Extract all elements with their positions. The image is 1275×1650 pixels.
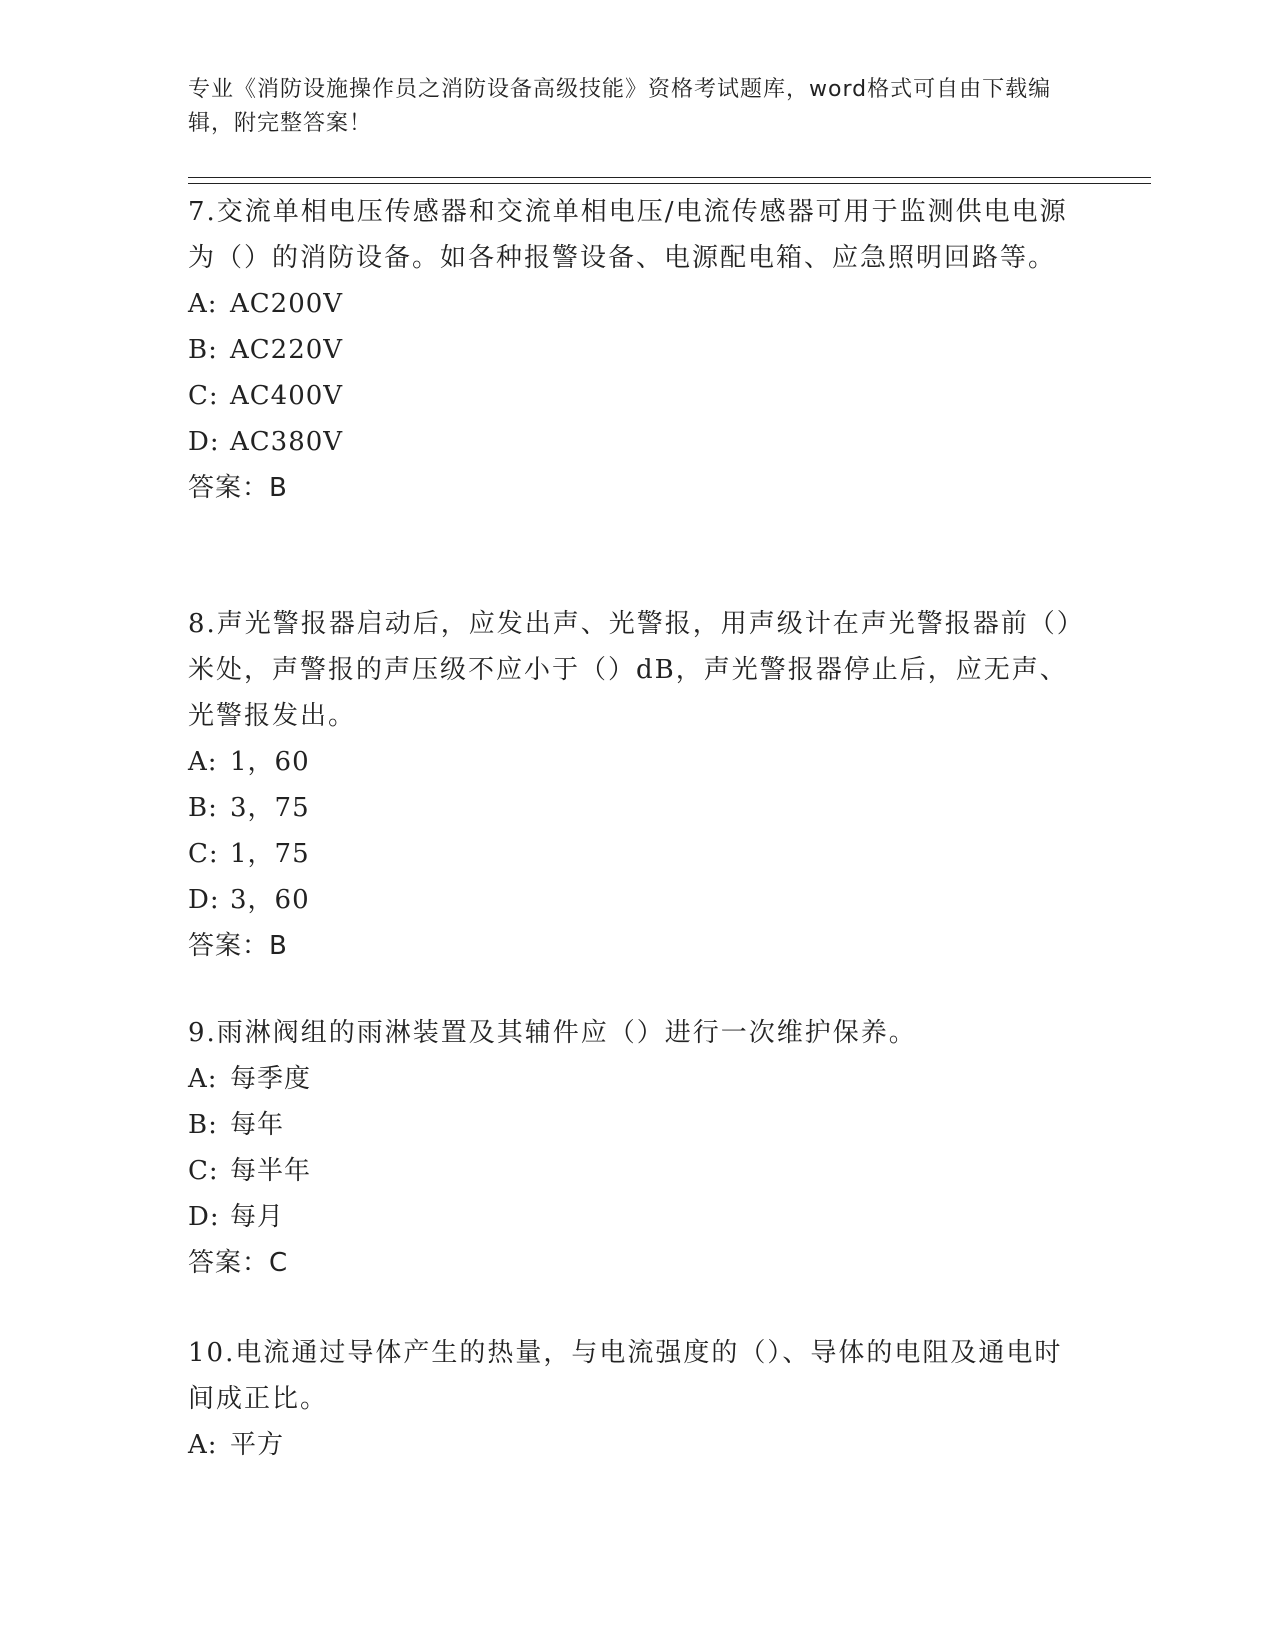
option-letter: A:	[188, 747, 218, 777]
question-10	[188, 1330, 1078, 1468]
option-text: 每半年	[230, 1156, 312, 1186]
option-text: 3，75	[230, 793, 310, 823]
option-text: 每季度	[230, 1064, 312, 1094]
option-letter: C:	[188, 381, 219, 411]
option-text: 平方	[230, 1430, 285, 1460]
header-divider-bottom	[188, 183, 1151, 184]
option-letter: D:	[188, 1202, 220, 1232]
question-stem: 10.电流通过导体产生的热量，与电流强度的（）、导体的电阻及通电时间成正比。	[188, 1338, 1063, 1414]
question-stem: 7.交流单相电压传感器和交流单相电压/电流传感器可用于监测供电电源为（）的消防设备。如各种报警设备、电源配电箱、应急照明回路等。	[188, 197, 1068, 273]
option-text: 1，60	[230, 747, 310, 777]
option-letter: A:	[188, 1064, 218, 1094]
option-text: AC200V	[230, 289, 344, 319]
option-text: AC380V	[230, 427, 344, 457]
answer-line: 答案：B	[188, 473, 288, 503]
option-letter: B:	[188, 335, 218, 365]
option-letter: C:	[188, 839, 219, 869]
header-divider-top	[188, 177, 1151, 178]
option-b	[188, 327, 1078, 373]
answer-line: 答案：B	[188, 931, 288, 961]
option-a	[188, 281, 1078, 327]
option-a	[188, 1422, 1078, 1468]
option-text: 每月	[230, 1202, 285, 1232]
option-text: AC400V	[230, 381, 344, 411]
option-a	[188, 1056, 1078, 1102]
question-stem: 9.雨淋阀组的雨淋装置及其辅件应（）进行一次维护保养。	[188, 1018, 917, 1048]
option-c	[188, 373, 1078, 419]
answer-line: 答案：C	[188, 1248, 289, 1278]
question-9	[188, 1010, 1078, 1286]
option-letter: A:	[188, 289, 218, 319]
option-letter: B:	[188, 793, 218, 823]
option-d	[188, 419, 1078, 465]
option-letter: C:	[188, 1156, 219, 1186]
option-c	[188, 831, 1078, 877]
option-letter: B:	[188, 1110, 218, 1140]
question-8	[188, 601, 1078, 969]
document-header: 专业《消防设施操作员之消防设备高级技能》资格考试题库，word格式可自由下载编辑，附完整答案！	[188, 77, 1052, 136]
question-stem: 8.声光警报器启动后，应发出声、光警报，用声级计在声光警报器前（）米处，声警报的声压级不应小于（）dB，声光警报器停止后，应无声、光警报发出。	[188, 609, 1072, 731]
option-letter: D:	[188, 885, 220, 915]
option-a	[188, 739, 1078, 785]
option-text: 1，75	[230, 839, 310, 869]
option-letter: D:	[188, 427, 220, 457]
option-d	[188, 877, 1078, 923]
option-text: 每年	[230, 1110, 285, 1140]
option-b	[188, 785, 1078, 831]
option-c	[188, 1148, 1078, 1194]
option-letter: A:	[188, 1430, 218, 1460]
option-d	[188, 1194, 1078, 1240]
option-text: AC220V	[230, 335, 344, 365]
option-b	[188, 1102, 1078, 1148]
question-7	[188, 189, 1078, 511]
option-text: 3，60	[230, 885, 310, 915]
